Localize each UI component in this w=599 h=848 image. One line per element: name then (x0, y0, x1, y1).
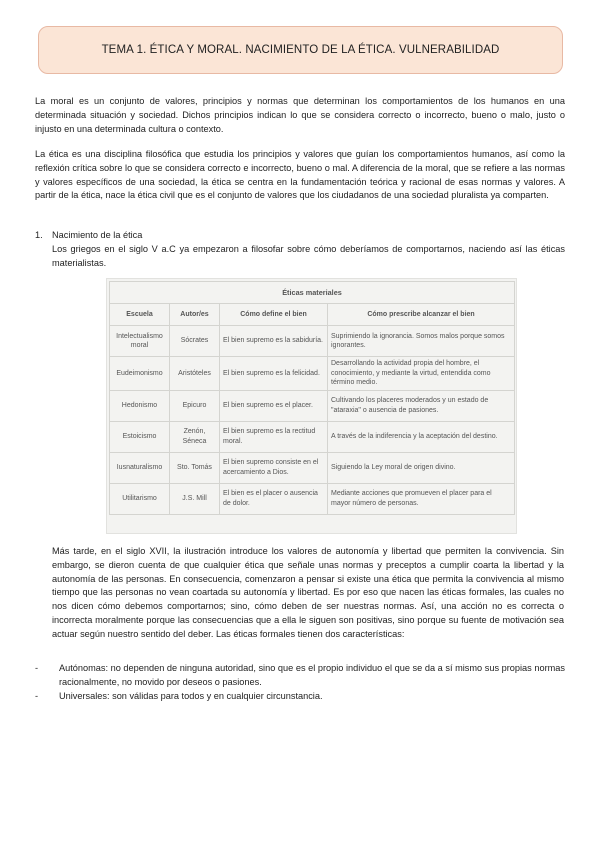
list-item (35, 662, 565, 690)
table-cell: J.S. Mill (170, 483, 220, 514)
table-cell: Eudeimonismo (110, 357, 170, 391)
table-cell: El bien supremo es la rectitud moral. (220, 421, 328, 452)
table-cell: Sto. Tomás (170, 452, 220, 483)
section-heading: Nacimiento de la ética (52, 230, 143, 240)
table-cell: El bien es el placer o ausencia de dolor. (220, 483, 328, 514)
column-header: Autor/es (170, 304, 220, 326)
table-row (110, 421, 515, 452)
table-row (110, 357, 515, 391)
eticas-materiales-table-image (106, 278, 517, 534)
table-cell: Hedonismo (110, 390, 170, 421)
table-row (110, 326, 515, 357)
eticas-materiales-table (109, 281, 515, 515)
table-cell: A través de la indiferencia y la aceptación del destino. (328, 421, 515, 452)
column-header: Cómo prescribe alcanzar el bien (328, 304, 515, 326)
paragraph-etica: La ética es una disciplina filosófica que estudia los principios y valores que guían los comportamientos humanos, así como la reflexión crítica sobre lo que se considera correcto e incorrecto, bueno o mal. A diferencia de la moral, que se refiere a las normas y valores específicos de una sociedad, la ética se centra en la fundamentación teórica y racional de esas normas y valores. A partir de la ética, nace la ética civil que es el conjunto de valores que los ciudadanos de una sociedad pluralista ya comparten. (35, 149, 565, 201)
bullet-text: Universales: son válidas para todos y en cualquier circunstancia. (59, 690, 323, 701)
table-cell: Iusnaturalismo (110, 452, 170, 483)
section-number: 1. (35, 230, 43, 240)
table-cell: El bien supremo es la felicidad. (220, 357, 328, 391)
table-title: Éticas materiales (110, 282, 515, 304)
table-row (110, 452, 515, 483)
page-title: TEMA 1. ÉTICA Y MORAL. NACIMIENTO DE LA ÉTICA. VULNERABILIDAD (101, 44, 500, 56)
table-cell: Sócrates (170, 326, 220, 357)
bullet-dash: - (35, 690, 39, 701)
list-item (35, 690, 565, 704)
caracteristicas-list (35, 662, 565, 703)
table-cell: Intelectualismo moral (110, 326, 170, 357)
table-row (110, 483, 515, 514)
table-cell: Cultivando los placeres moderados y un estado de "ataraxia" o ausencia de pasiones. (328, 390, 515, 421)
paragraph-moral: La moral es un conjunto de valores, principios y normas que determinan los comportamientos de los humanos en una determinada situación y sociedad. Dichos principios indican lo que se considera correcto o incorrecto, bueno o malo, justo o injusto en una determinada cultura o contexto. (35, 96, 565, 134)
bullet-dash: - (35, 663, 39, 673)
table-cell: Suprimiendo la ignorancia. Somos malos porque somos ignorantes. (328, 326, 515, 357)
bullet-text: Autónomas: no dependen de ninguna autoridad, sino que es el propio individuo el que se da a sí mismo sus propias normas racionalmente, no movido por deseos o pasiones. (59, 663, 565, 687)
section-text: Los griegos en el siglo V a.C ya empezaron a filosofar sobre cómo deberíamos de comportarnos, naciendo así las éticas materialistas. (52, 244, 565, 268)
table-cell: El bien supremo es la sabiduría. (220, 326, 328, 357)
table-cell: Estoicismo (110, 421, 170, 452)
table-cell: El bien supremo consiste en el acercamiento a Dios. (220, 452, 328, 483)
table-row (110, 390, 515, 421)
table-cell: Utilitarismo (110, 483, 170, 514)
table-cell: Desarrollando la actividad propia del hombre, el conocimiento, y mediante la virtud, entendida como término medio. (328, 357, 515, 391)
column-header: Cómo define el bien (220, 304, 328, 326)
table-cell: El bien supremo es el placer. (220, 390, 328, 421)
column-header: Escuela (110, 304, 170, 326)
title-banner (38, 26, 563, 74)
table-cell: Aristóteles (170, 357, 220, 391)
paragraph-ilustracion: Más tarde, en el siglo XVII, la ilustración introduce los valores de autonomía y libertad que permiten la convivencia. Sin embargo, se dieron cuenta de que cualquier ética que señale unas normas y preceptos a cumplir coarta la libertad y la autonomía de las personas. En consecuencia, comenzaron a pensar si existe una ética que permita la convivencia al mismo tiempo que las personas no vean coartada su autonomía y libertad. Es por eso que nacen las éticas formales, las cuales no nos dicen cómo debemos comportarnos; sino, cómo deben de ser nuestras normas. Así, una acción no es correcta o incorrecta moralmente porque las consecuencias que a ella le siguen son positivas, sino porque su fuente de motivación sea actuar según nuestro sentido del deber. Las éticas formales tienen dos características: (52, 546, 564, 639)
table-cell: Mediante acciones que promueven el placer para el mayor número de personas. (328, 483, 515, 514)
table-cell: Zenón, Séneca (170, 421, 220, 452)
table-cell: Epicuro (170, 390, 220, 421)
table-cell: Siguiendo la Ley moral de origen divino. (328, 452, 515, 483)
